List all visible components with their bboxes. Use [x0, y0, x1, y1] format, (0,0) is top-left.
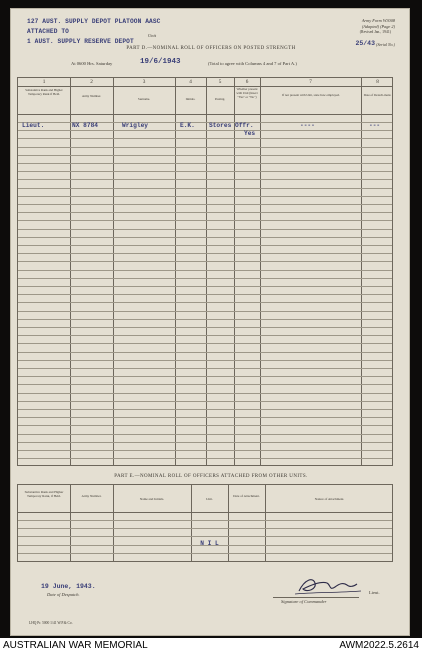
serial-label: (Serial No.) [376, 42, 395, 47]
commander-rank: Lieut. [369, 590, 380, 595]
col-num-5: 5 [218, 79, 222, 85]
e-head-rank: Substantive Rank and Higher Temporary Rank, if Held. [24, 490, 64, 498]
row-1-surname: Wrigley [122, 122, 148, 129]
col-num-6: 6 [245, 79, 249, 85]
army-form-sheet [10, 8, 410, 636]
e-head-army-number: Army Number. [81, 494, 102, 498]
e-head-name: Name and Initials. [139, 497, 165, 501]
col-head-surname: Surname. [137, 97, 151, 101]
commander-signature [293, 575, 363, 597]
row-1-posting: Stores Offr. [209, 122, 254, 129]
row-1-army-number: NX 8784 [72, 122, 98, 129]
row-1-initials: E.K. [180, 122, 195, 129]
dispatch-date: 19 June, 1943. [41, 583, 96, 590]
row-1-rank: Lieut. [22, 122, 45, 129]
col-num-1: 1 [42, 79, 46, 85]
col-head-employed: If not present with Unit, state how employed. [282, 93, 340, 97]
row-1-employed: ---- [300, 122, 315, 129]
col-num-3: 3 [142, 79, 146, 85]
e-head-nature: Nature of Attachment. [314, 497, 345, 501]
form-number: Army Form W3008 [361, 18, 395, 23]
row-1-present: Yes [244, 130, 256, 137]
print-note: LHQ Pr. 5000 1/41 W.P.& Co. [29, 621, 73, 625]
serial-number: 25/43 [355, 40, 375, 47]
form-revised-note: (Revised Jan., 1941) [359, 30, 391, 34]
col-num-7: 7 [309, 79, 312, 85]
col-num-8: 8 [376, 79, 379, 85]
part-d-title: PART D.—NOMINAL ROLL OF OFFICERS ON POSTED STRENGTH [126, 46, 296, 51]
part-e-table [17, 484, 393, 562]
part-e-nil-entry: N I L [200, 540, 219, 547]
form-adapted-note: (Adapted) (Page 2) [361, 24, 395, 29]
unit-name-line-3: 1 AUST. SUPPLY RESERVE DEPOT [27, 38, 134, 45]
col-num-2: 2 [90, 79, 93, 85]
part-e-title: PART E.—NOMINAL ROLL OF OFFICERS ATTACHED FROM OTHER UNITS. [114, 474, 308, 479]
e-head-attachment-date: Date of Attachment. [233, 494, 260, 498]
col-head-initials: Initials. [185, 97, 196, 101]
row-1-detachment-date: --- [369, 122, 381, 129]
col-head-army-number: Army Number. [81, 94, 102, 98]
col-num-4: 4 [189, 79, 192, 85]
col-head-rank: Substantive Rank and Higher Temporary Rank if Held. [25, 88, 63, 96]
col-head-present: Whether present with Unit (Insert "Yes" or "No") [236, 87, 258, 99]
e-head-unit: Unit. [206, 497, 213, 501]
col-head-detachment-date: Date of Detach-ment. [363, 93, 392, 97]
archive-caption: AUSTRALIAN WAR MEMORIAL [3, 640, 148, 651]
dispatch-label: Date of Despatch. [47, 592, 80, 597]
signature-label: Signature of Commander [281, 599, 327, 604]
part-d-date-prefix: At 0600 Hrs. Saturday [71, 61, 113, 66]
unit-label: Unit [148, 33, 157, 38]
signature-line [273, 597, 359, 598]
unit-name-line-1: 127 AUST. SUPPLY DEPOT PLATOON AASC [27, 18, 161, 25]
col-head-posting: Posting. [214, 97, 226, 101]
unit-name-line-2: ATTACHED TO [27, 28, 69, 35]
part-d-table [17, 77, 393, 466]
archive-reference: AWM2022.5.2614 [339, 640, 419, 651]
part-d-date: 19/6/1943 [140, 58, 181, 66]
part-d-total-note: (Total to agree with Columns 4 and 7 of Part A.) [208, 61, 297, 66]
